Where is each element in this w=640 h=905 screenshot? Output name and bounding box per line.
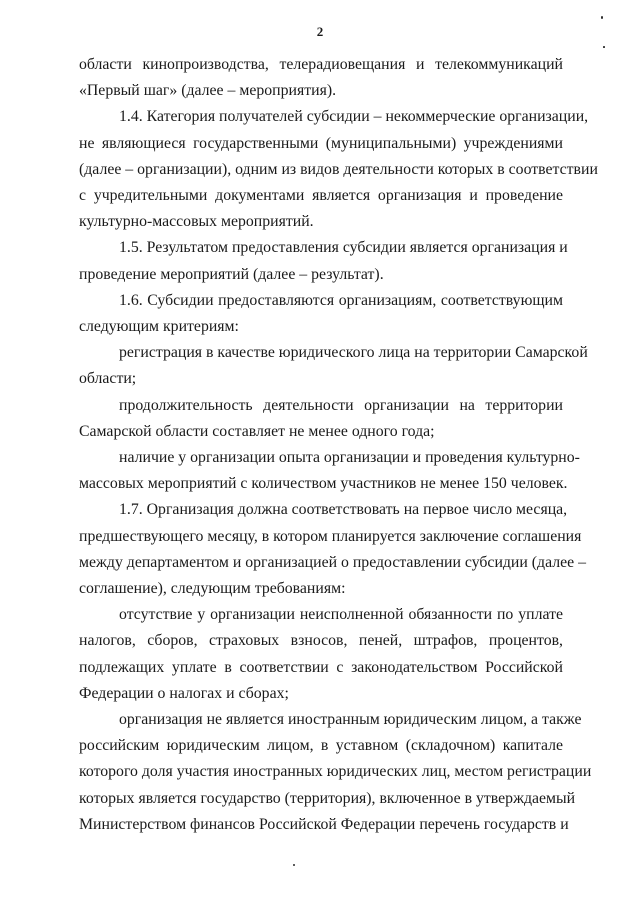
text-line: Самарской области составляет не менее одного года; bbox=[79, 422, 435, 440]
text-line: которых является государство (территория), включенное в утверждаемый bbox=[79, 789, 576, 807]
text-line: (далее – организации), одним из видов деятельности которых в соответствии bbox=[79, 160, 598, 178]
text-line: культурно-массовых мероприятий. bbox=[79, 213, 314, 231]
document-body bbox=[79, 52, 598, 838]
text-line: соглашение), следующим требованиям: bbox=[79, 580, 346, 598]
text-line: с учредительными документами является организация и проведение bbox=[79, 187, 563, 205]
text-line: области; bbox=[79, 370, 137, 388]
text-line: которого доля участия иностранных юридических лиц, местом регистрации bbox=[79, 763, 592, 781]
text-line: массовых мероприятий с количеством участников не менее 150 человек. bbox=[79, 475, 568, 493]
text-line: Федерации о налогах и сборах; bbox=[79, 684, 289, 702]
page-number: 2 bbox=[316, 24, 324, 39]
text-line: регистрация в качестве юридического лица на территории Самарской bbox=[119, 344, 588, 362]
text-line: отсутствие у организации неисполненной обязанности по уплате bbox=[119, 606, 563, 624]
text-line: следующим критериям: bbox=[79, 318, 239, 336]
scan-speck bbox=[601, 16, 603, 19]
text-line: 1.4. Категория получателей субсидии – некоммерческие организации, bbox=[119, 108, 589, 126]
text-line: 1.7. Организация должна соответствовать на первое число месяца, bbox=[119, 501, 568, 519]
text-line: продолжительность деятельности организации на территории bbox=[119, 396, 563, 414]
text-line: 1.6. Субсидии предоставляются организациям, соответствующим bbox=[119, 291, 563, 309]
text-line: проведение мероприятий (далее – результат). bbox=[79, 265, 384, 283]
text-line: подлежащих уплате в соответствии с законодательством Российской bbox=[79, 658, 563, 676]
text-line: наличие у организации опыта организации и проведения культурно- bbox=[119, 449, 580, 467]
text-line: организация не является иностранным юридическим лицом, а также bbox=[119, 711, 582, 729]
text-line: 1.5. Результатом предоставления субсидии является организация и bbox=[119, 239, 568, 257]
text-line: налогов, сборов, страховых взносов, пеней, штрафов, процентов, bbox=[79, 632, 563, 650]
text-line: российским юридическим лицом, в уставном (складочном) капитале bbox=[79, 737, 563, 755]
text-line: «Первый шаг» (далее – мероприятия). bbox=[79, 82, 337, 100]
text-line: Министерством финансов Российской Федерации перечень государств и bbox=[79, 815, 569, 833]
text-line: между департаментом и организацией о предоставлении субсидии (далее – bbox=[79, 553, 586, 571]
text-line: области кинопроизводства, телерадиовещания и телекоммуникаций bbox=[79, 56, 563, 73]
text-line: не являющиеся государственными (муниципальными) учреждениями bbox=[79, 134, 563, 152]
text-line: предшествующего месяцу, в котором планируется заключение соглашения bbox=[79, 527, 582, 545]
scan-speck bbox=[293, 864, 295, 866]
scan-speck bbox=[603, 46, 605, 48]
